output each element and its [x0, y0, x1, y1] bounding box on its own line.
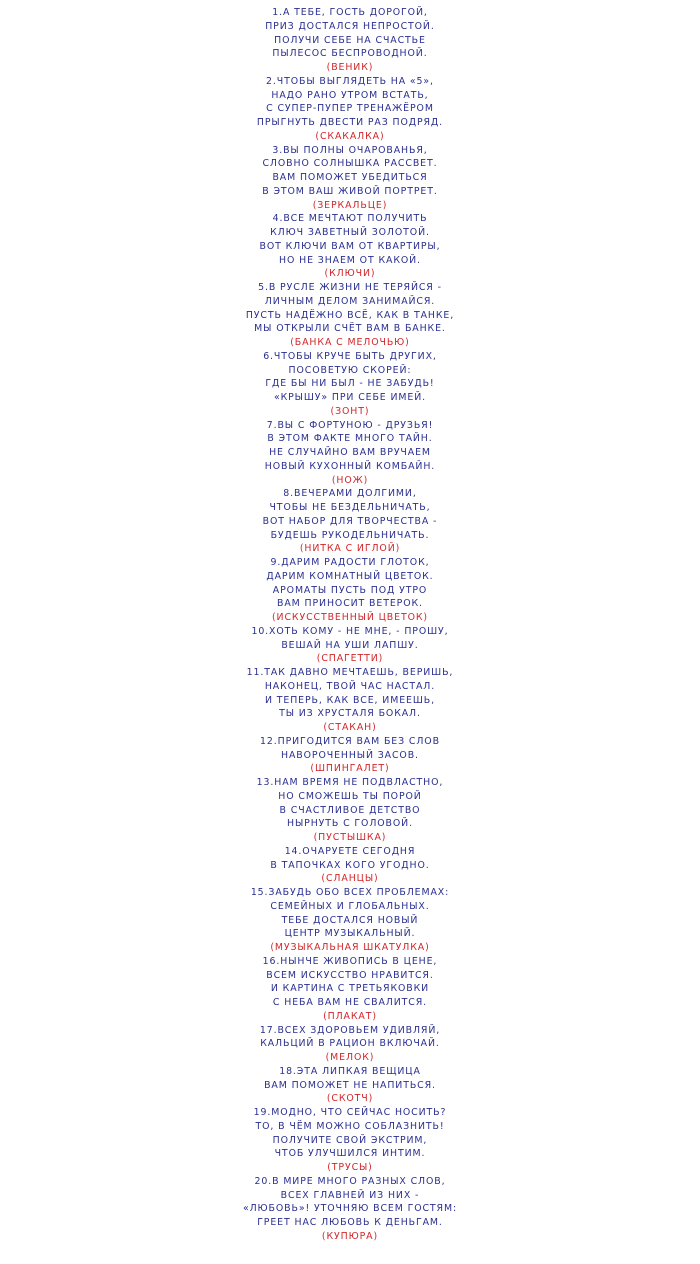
verse-block [243, 1024, 457, 1065]
verse-line: ВАМ ПРИНОСИТ ВЕТЕРОК. [277, 598, 423, 610]
verse-line: ТО, В ЧЁМ МОЖНО СОБЛАЗНИТЬ! [255, 1120, 445, 1132]
answer-line: (НИТКА С ИГЛОЙ) [299, 543, 401, 555]
answer-line: (ВЕНИК) [326, 62, 374, 73]
verse-block [243, 350, 457, 419]
verse-block [243, 1106, 457, 1175]
answer-line: (ПЛАКАТ) [323, 1010, 377, 1022]
verse-line: 6.ЧТОБЫ КРУЧЕ БЫТЬ ДРУГИХ, [263, 350, 437, 362]
verse-block [243, 776, 457, 845]
verse-line: ПОЛУЧИ СЕБЕ НА СЧАСТЬЕ [274, 34, 426, 46]
verse-line: ПРЫГНУТЬ ДВЕСТИ РАЗ ПОДРЯД. [256, 117, 444, 128]
answer-line: (ШПИНГАЛЕТ) [310, 763, 390, 775]
verse-line: С СУПЕР-ПУПЕР ТРЕНАЖЁРОМ [266, 103, 434, 115]
verse-block [243, 487, 457, 556]
verse-line: ПОСОВЕТУЮ СКОРЕЙ: [288, 364, 412, 376]
verse-line: И КАРТИНА С ТРЕТЬЯКОВКИ [270, 983, 430, 995]
verse-line: АРОМАТЫ ПУСТЬ ПОД УТРО [272, 584, 428, 596]
verse-line: ЧТОБЫ НЕ БЕЗДЕЛЬНИЧАТЬ, [269, 502, 431, 513]
verse-line: КЛЮЧ ЗАВЕТНЫЙ ЗОЛОТОЙ. [270, 227, 430, 238]
verse-line: 2.ЧТОБЫ ВЫГЛЯДЕТЬ НА «5», [266, 75, 434, 87]
verse-line: 17.ВСЕХ ЗДОРОВЬЕМ УДИВЛЯЙ, [259, 1024, 441, 1036]
verse-line: И ТЕПЕРЬ, КАК ВСЕ, ИМЕЕШЬ, [264, 694, 435, 706]
answer-line: (ЗОНТ) [330, 405, 370, 417]
verse-line: НАВОРОЧЕННЫЙ ЗАСОВ. [281, 749, 419, 761]
verse-line: БУДЕШЬ РУКОДЕЛЬНИЧАТЬ. [270, 529, 430, 541]
verse-line: В ТАПОЧКАХ КОГО УГОДНО. [270, 859, 430, 871]
verse-block [243, 556, 457, 625]
verse-line: ЛИЧНЫМ ДЕЛОМ ЗАНИМАЙСЯ. [264, 295, 436, 307]
verse-line: ТЕБЕ ДОСТАЛСЯ НОВЫЙ [281, 914, 419, 926]
verse-line: ПОЛУЧИТЕ СВОЙ ЭКСТРИМ, [272, 1134, 428, 1146]
verse-block [243, 75, 457, 144]
verse-line: 16.НЫНЧЕ ЖИВОПИСЬ В ЦЕНЕ, [262, 955, 438, 967]
verse-block [243, 735, 457, 776]
verse-line: 9.ДАРИМ РАДОСТИ ГЛОТОК, [270, 557, 430, 568]
verse-line: ВОТ НАБОР ДЛЯ ТВОРЧЕСТВА - [262, 515, 438, 527]
verse-line: 8.ВЕЧЕРАМИ ДОЛГИМИ, [283, 488, 417, 500]
verse-block [243, 886, 457, 955]
verse-block [243, 144, 457, 213]
verse-line: 1.А ТЕБЕ, ГОСТЬ ДОРОГОЙ, [272, 7, 428, 18]
verse-line: НОВЫЙ КУХОННЫЙ КОМБАЙН. [264, 460, 436, 472]
verse-line: НАДО РАНО УТРОМ ВСТАТЬ, [271, 89, 429, 101]
verse-line: «ЛЮБОВЬ»! УТОЧНЯЮ ВСЕМ ГОСТЯМ: [242, 1203, 458, 1215]
verse-line: НО СМОЖЕШЬ ТЫ ПОРОЙ [278, 790, 422, 802]
verse-line: ВАМ ПОМОЖЕТ УБЕДИТЬСЯ [272, 172, 428, 183]
verse-line: ВОТ КЛЮЧИ ВАМ ОТ КВАРТИРЫ, [259, 240, 441, 252]
verse-block [243, 212, 457, 281]
verse-line: НО НЕ ЗНАЕМ ОТ КАКОЙ. [279, 254, 421, 266]
verse-line: С НЕБА ВАМ НЕ СВАЛИТСЯ. [272, 997, 428, 1008]
verse-block [243, 625, 457, 666]
answer-line: (СТАКАН) [323, 722, 377, 733]
verse-line: ПУСТЬ НАДЁЖНО ВСЁ, КАК В ТАНКЕ, [245, 309, 455, 321]
verse-line: 5.В РУСЛЕ ЖИЗНИ НЕ ТЕРЯЙСЯ - [258, 282, 442, 293]
verse-line: ВЕШАЙ НА УШИ ЛАПШУ. [281, 639, 419, 651]
answer-line: (БАНКА С МЕЛОЧЬЮ) [290, 337, 410, 348]
answer-line: (СКАКАЛКА) [315, 130, 385, 142]
answer-line: (ТРУСЫ) [327, 1162, 373, 1173]
answer-line: (ПУСТЫШКА) [313, 832, 387, 843]
verse-line: 15.ЗАБУДЬ ОБО ВСЕХ ПРОБЛЕМАХ: [250, 887, 450, 898]
verse-line: ПРИЗ ДОСТАЛСЯ НЕПРОСТОЙ. [265, 20, 435, 32]
verse-line: 12.ПРИГОДИТСЯ ВАМ БЕЗ СЛОВ [260, 735, 440, 747]
answer-line: (СКОТЧ) [326, 1093, 374, 1105]
verse-line: ВСЕХ ГЛАВНЕЙ ИЗ НИХ - [280, 1189, 420, 1201]
verse-block [243, 281, 457, 350]
answer-line: (СЛАНЦЫ) [321, 873, 379, 885]
answer-line: (НОЖ) [331, 474, 369, 486]
verse-line: 19.МОДНО, ЧТО СЕЙЧАС НОСИТЬ? [253, 1107, 447, 1118]
verse-line: ЧТОБ УЛУЧШИЛСЯ ИНТИМ. [274, 1148, 426, 1160]
verse-block [243, 419, 457, 488]
verse-line: В ЭТОМ ВАШ ЖИВОЙ ПОРТРЕТ. [262, 185, 438, 197]
verse-block [243, 1065, 457, 1106]
verse-line: ЦЕНТР МУЗЫКАЛЬНЫЙ. [284, 928, 416, 940]
verse-line: ДАРИМ КОМНАТНЫЙ ЦВЕТОК. [266, 570, 434, 582]
verse-block [243, 6, 457, 75]
verse-line: ПЫЛЕСОС БЕСПРОВОДНОЙ. [272, 48, 428, 60]
answer-line: (ЗЕРКАЛЬЦЕ) [312, 199, 388, 211]
verse-block [243, 845, 457, 886]
verse-line: КАЛЬЦИЙ В РАЦИОН ВКЛЮЧАЙ. [260, 1038, 440, 1050]
verse-line: 20.В МИРЕ МНОГО РАЗНЫХ СЛОВ, [254, 1175, 446, 1187]
verse-line: ВСЕМ ИСКУССТВО НРАВИТСЯ. [266, 969, 434, 981]
verse-line: ТЫ ИЗ ХРУСТАЛЯ БОКАЛ. [279, 708, 421, 720]
verse-line: 4.ВСЕ МЕЧТАЮТ ПОЛУЧИТЬ [272, 213, 428, 225]
verse-line: 14.ОЧАРУЕТЕ СЕГОДНЯ [284, 845, 416, 857]
answer-line: (ИСКУССТВЕННЫЙ ЦВЕТОК) [272, 612, 428, 623]
verse-line: 7.ВЫ С ФОРТУНОЮ - ДРУЗЬЯ! [266, 419, 434, 431]
poem-list [243, 6, 457, 1244]
answer-line: (КЛЮЧИ) [324, 268, 376, 280]
verse-line: СЛОВНО СОЛНЫШКА РАССВЕТ. [262, 158, 438, 170]
verse-line: ВАМ ПОМОЖЕТ НЕ НАПИТЬСЯ. [264, 1079, 436, 1091]
verse-line: «КРЫШУ» ПРИ СЕБЕ ИМЕЙ. [273, 392, 427, 403]
verse-block [243, 666, 457, 735]
verse-line: НЫРНУТЬ С ГОЛОВОЙ. [287, 818, 413, 830]
verse-block [243, 1175, 457, 1244]
verse-line: 18.ЭТА ЛИПКАЯ ВЕЩИЦА [279, 1065, 421, 1077]
answer-line: (МЕЛОК) [325, 1052, 375, 1063]
answer-line: (КУПЮРА) [321, 1230, 379, 1242]
verse-line: 10.ХОТЬ КОМУ - НЕ МНЕ, - ПРОШУ, [251, 625, 449, 637]
verse-line: МЫ ОТКРЫЛИ СЧЁТ ВАМ В БАНКЕ. [254, 323, 446, 335]
verse-block [243, 955, 457, 1024]
verse-line: 13.НАМ ВРЕМЯ НЕ ПОДВЛАСТНО, [256, 777, 444, 788]
verse-line: СЕМЕЙНЫХ И ГЛОБАЛЬНЫХ. [270, 900, 430, 912]
verse-line: В СЧАСТЛИВОЕ ДЕТСТВО [279, 804, 421, 816]
verse-line: ГДЕ БЫ НИ БЫЛ - НЕ ЗАБУДЬ! [265, 378, 435, 390]
verse-line: 3.ВЫ ПОЛНЫ ОЧАРОВАНЬЯ, [272, 144, 428, 156]
verse-line: ГРЕЕТ НАС ЛЮБОВЬ К ДЕНЬГАМ. [257, 1217, 443, 1228]
verse-line: В ЭТОМ ФАКТЕ МНОГО ТАЙН. [267, 433, 433, 445]
answer-line: (МУЗЫКАЛЬНАЯ ШКАТУЛКА) [270, 942, 430, 953]
answer-line: (СПАГЕТТИ) [316, 653, 384, 665]
verse-line: НЕ СЛУЧАЙНО ВАМ ВРУЧАЕМ [269, 447, 431, 458]
verse-line: 11.ТАК ДАВНО МЕЧТАЕШЬ, ВЕРИШЬ, [246, 667, 454, 678]
verse-line: НАКОНЕЦ, ТВОЙ ЧАС НАСТАЛ. [264, 680, 436, 692]
